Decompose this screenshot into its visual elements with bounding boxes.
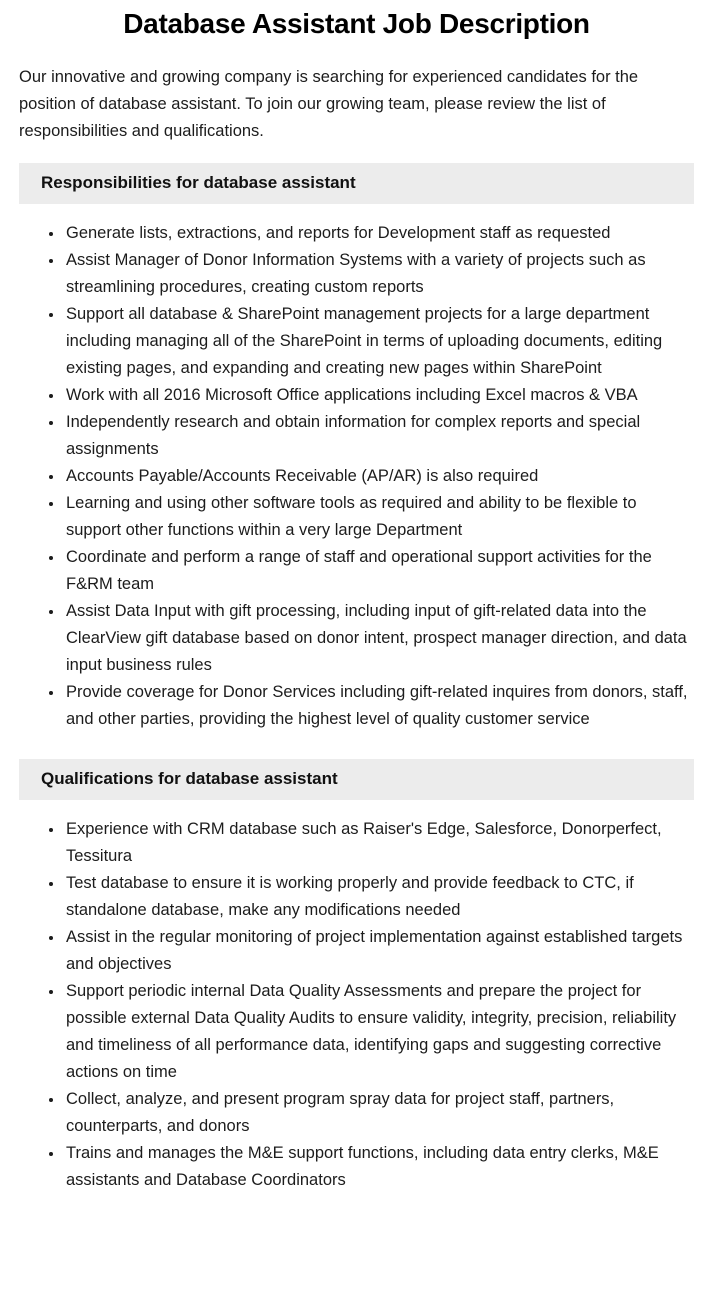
- list-item: • Learning and using other software tools as required and ability to be flexible to support other functions within a very large Department: [64, 490, 694, 544]
- list-item: • Generate lists, extractions, and reports for Development staff as requested: [64, 220, 694, 247]
- list-item: • Independently research and obtain information for complex reports and special assignments: [64, 409, 694, 463]
- responsibilities-heading: Responsibilities for database assistant: [19, 163, 694, 204]
- list-item: • Assist in the regular monitoring of project implementation against established targets and objectives: [64, 924, 694, 978]
- list-item: • Test database to ensure it is working properly and provide feedback to CTC, if standalone database, make any modifications needed: [64, 870, 694, 924]
- responsibilities-section: [19, 163, 694, 733]
- list-item: • Assist Data Input with gift processing, including input of gift-related data into the ClearView gift database based on donor intent, prospect manager direction, and data input business rules: [64, 598, 694, 679]
- list-item: • Support periodic internal Data Quality Assessments and prepare the project for possible external Data Quality Audits to ensure validity, integrity, precision, reliability and timeliness of all performance data, identifying gaps and suggesting corrective actions on time: [64, 978, 694, 1086]
- list-item: • Provide coverage for Donor Services including gift-related inquires from donors, staff, and other parties, providing the highest level of quality customer service: [64, 679, 694, 733]
- page-title: Database Assistant Job Description: [123, 8, 590, 39]
- list-item: • Support all database & SharePoint management projects for a large department including managing all of the SharePoint in terms of uploading documents, editing existing pages, and expanding and creating new pages within SharePoint: [64, 301, 694, 382]
- qualifications-section: [19, 759, 694, 1194]
- responsibilities-list: [19, 220, 694, 733]
- qualifications-heading: Qualifications for database assistant: [19, 759, 694, 800]
- list-item: • Trains and manages the M&E support functions, including data entry clerks, M&E assistants and Database Coordinators: [64, 1140, 694, 1194]
- list-item: • Accounts Payable/Accounts Receivable (AP/AR) is also required: [64, 463, 694, 490]
- qualifications-list: [19, 816, 694, 1194]
- list-item: • Assist Manager of Donor Information Systems with a variety of projects such as streamlining procedures, creating custom reports: [64, 247, 694, 301]
- list-item: • Coordinate and perform a range of staff and operational support activities for the F&RM team: [64, 544, 694, 598]
- list-item: • Collect, analyze, and present program spray data for project staff, partners, counterparts, and donors: [64, 1086, 694, 1140]
- intro-paragraph: Our innovative and growing company is searching for experienced candidates for the position of database assistant. To join our growing team, please review the list of responsibilities and qualifications.: [19, 68, 639, 140]
- list-item: • Experience with CRM database such as Raiser's Edge, Salesforce, Donorperfect, Tessitura: [64, 816, 694, 870]
- list-item: • Work with all 2016 Microsoft Office applications including Excel macros & VBA: [64, 382, 694, 409]
